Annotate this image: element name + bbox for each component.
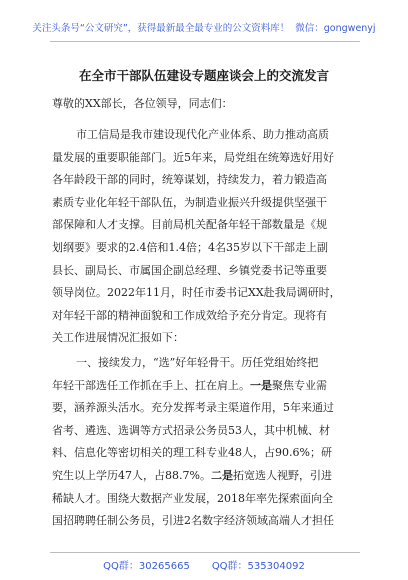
footer-divider: [50, 552, 360, 553]
banner-wechat-text: 微信：gongwenyj: [295, 23, 376, 34]
paragraph-text: 究生以上学历47人，占88.7%。: [52, 468, 211, 482]
salutation: 尊敬的XX部长，各位领导，同志们：: [52, 97, 233, 110]
paragraph-line: 稀缺人才。围绕大数据产业发展，2018年率先探索面向全: [52, 491, 333, 505]
paragraph-line: 各年龄段干部的同时，统筹谋划，持续发力，着力锻造高: [52, 173, 327, 187]
footer-qq-group-1: QQ群：30265665: [103, 561, 190, 572]
paragraph-line: 领导岗位。2022年11月，时任市委书记XX赴我局调研时，: [52, 286, 341, 300]
footer-qq-group-2: QQ群：535304092: [211, 561, 305, 572]
emphasis-text: 一是: [250, 378, 272, 392]
paragraph-line: 一、接续发力，“选”好年轻骨干。历任党组始终把: [76, 356, 319, 369]
paragraph-line: [52, 465, 364, 488]
banner-promo-text: 关注头条号“公文研究”，获得最新最全最专业的公文资料库！: [32, 23, 290, 34]
paragraph-line: 料、信息化等密切相关的理工科专业48人，占90.6%；研: [52, 446, 332, 460]
paragraph-line: 部保障和人才支撑。目前局机关配备年轻干部数量是《规: [52, 218, 327, 232]
paragraph-text: 年轻干部选任工作抓在手上、扛在肩上。: [52, 378, 250, 392]
paragraph-line: 国招聘聘任制公务员，引进2名数字经济领域高端人才担任: [52, 514, 334, 528]
document-title: 在全市干部队伍建设专题座谈会上的交流发言: [78, 68, 329, 83]
paragraph-text: 聚焦专业需: [272, 378, 327, 392]
paragraph-line: [52, 375, 364, 398]
paragraph-line: 对年轻干部的精神面貌和工作成效给予充分肯定。现将有: [52, 308, 327, 322]
paragraph-line: 县长、副局长、市属国企副总经理、乡镇党委书记等重要: [52, 263, 327, 277]
footer: [0, 557, 408, 572]
header-banner: [0, 20, 408, 34]
paragraph-line: 素质专业化年轻干部队伍，为制造业振兴升级提供坚强干: [52, 195, 327, 209]
paragraph-line: 量发展的重要职能部门。近5年来，局党组在统筹选好用好: [52, 150, 334, 164]
emphasis-text: 二是: [210, 468, 233, 482]
paragraph-line: 要，涵养源头活水。充分发挥考录主渠道作用，5年来通过: [52, 401, 334, 415]
paragraph-line: 划纲要》要求的2.4倍和1.4倍；4名35岁以下干部走上副: [52, 240, 328, 254]
paragraph-2: [52, 352, 364, 533]
header-divider: [50, 41, 360, 42]
paragraph-line: 省考、遴选、选调等方式招录公务员53人，其中机械、材: [52, 423, 330, 437]
paragraph-1: [52, 124, 364, 350]
paragraph-line: 关工作进展情况汇报如下：: [52, 331, 184, 345]
paragraph-text: 拓宽选人视野，引进: [232, 468, 332, 482]
paragraph-line: 市工信局是我市建设现代化产业体系、助力推动高质: [76, 128, 329, 141]
